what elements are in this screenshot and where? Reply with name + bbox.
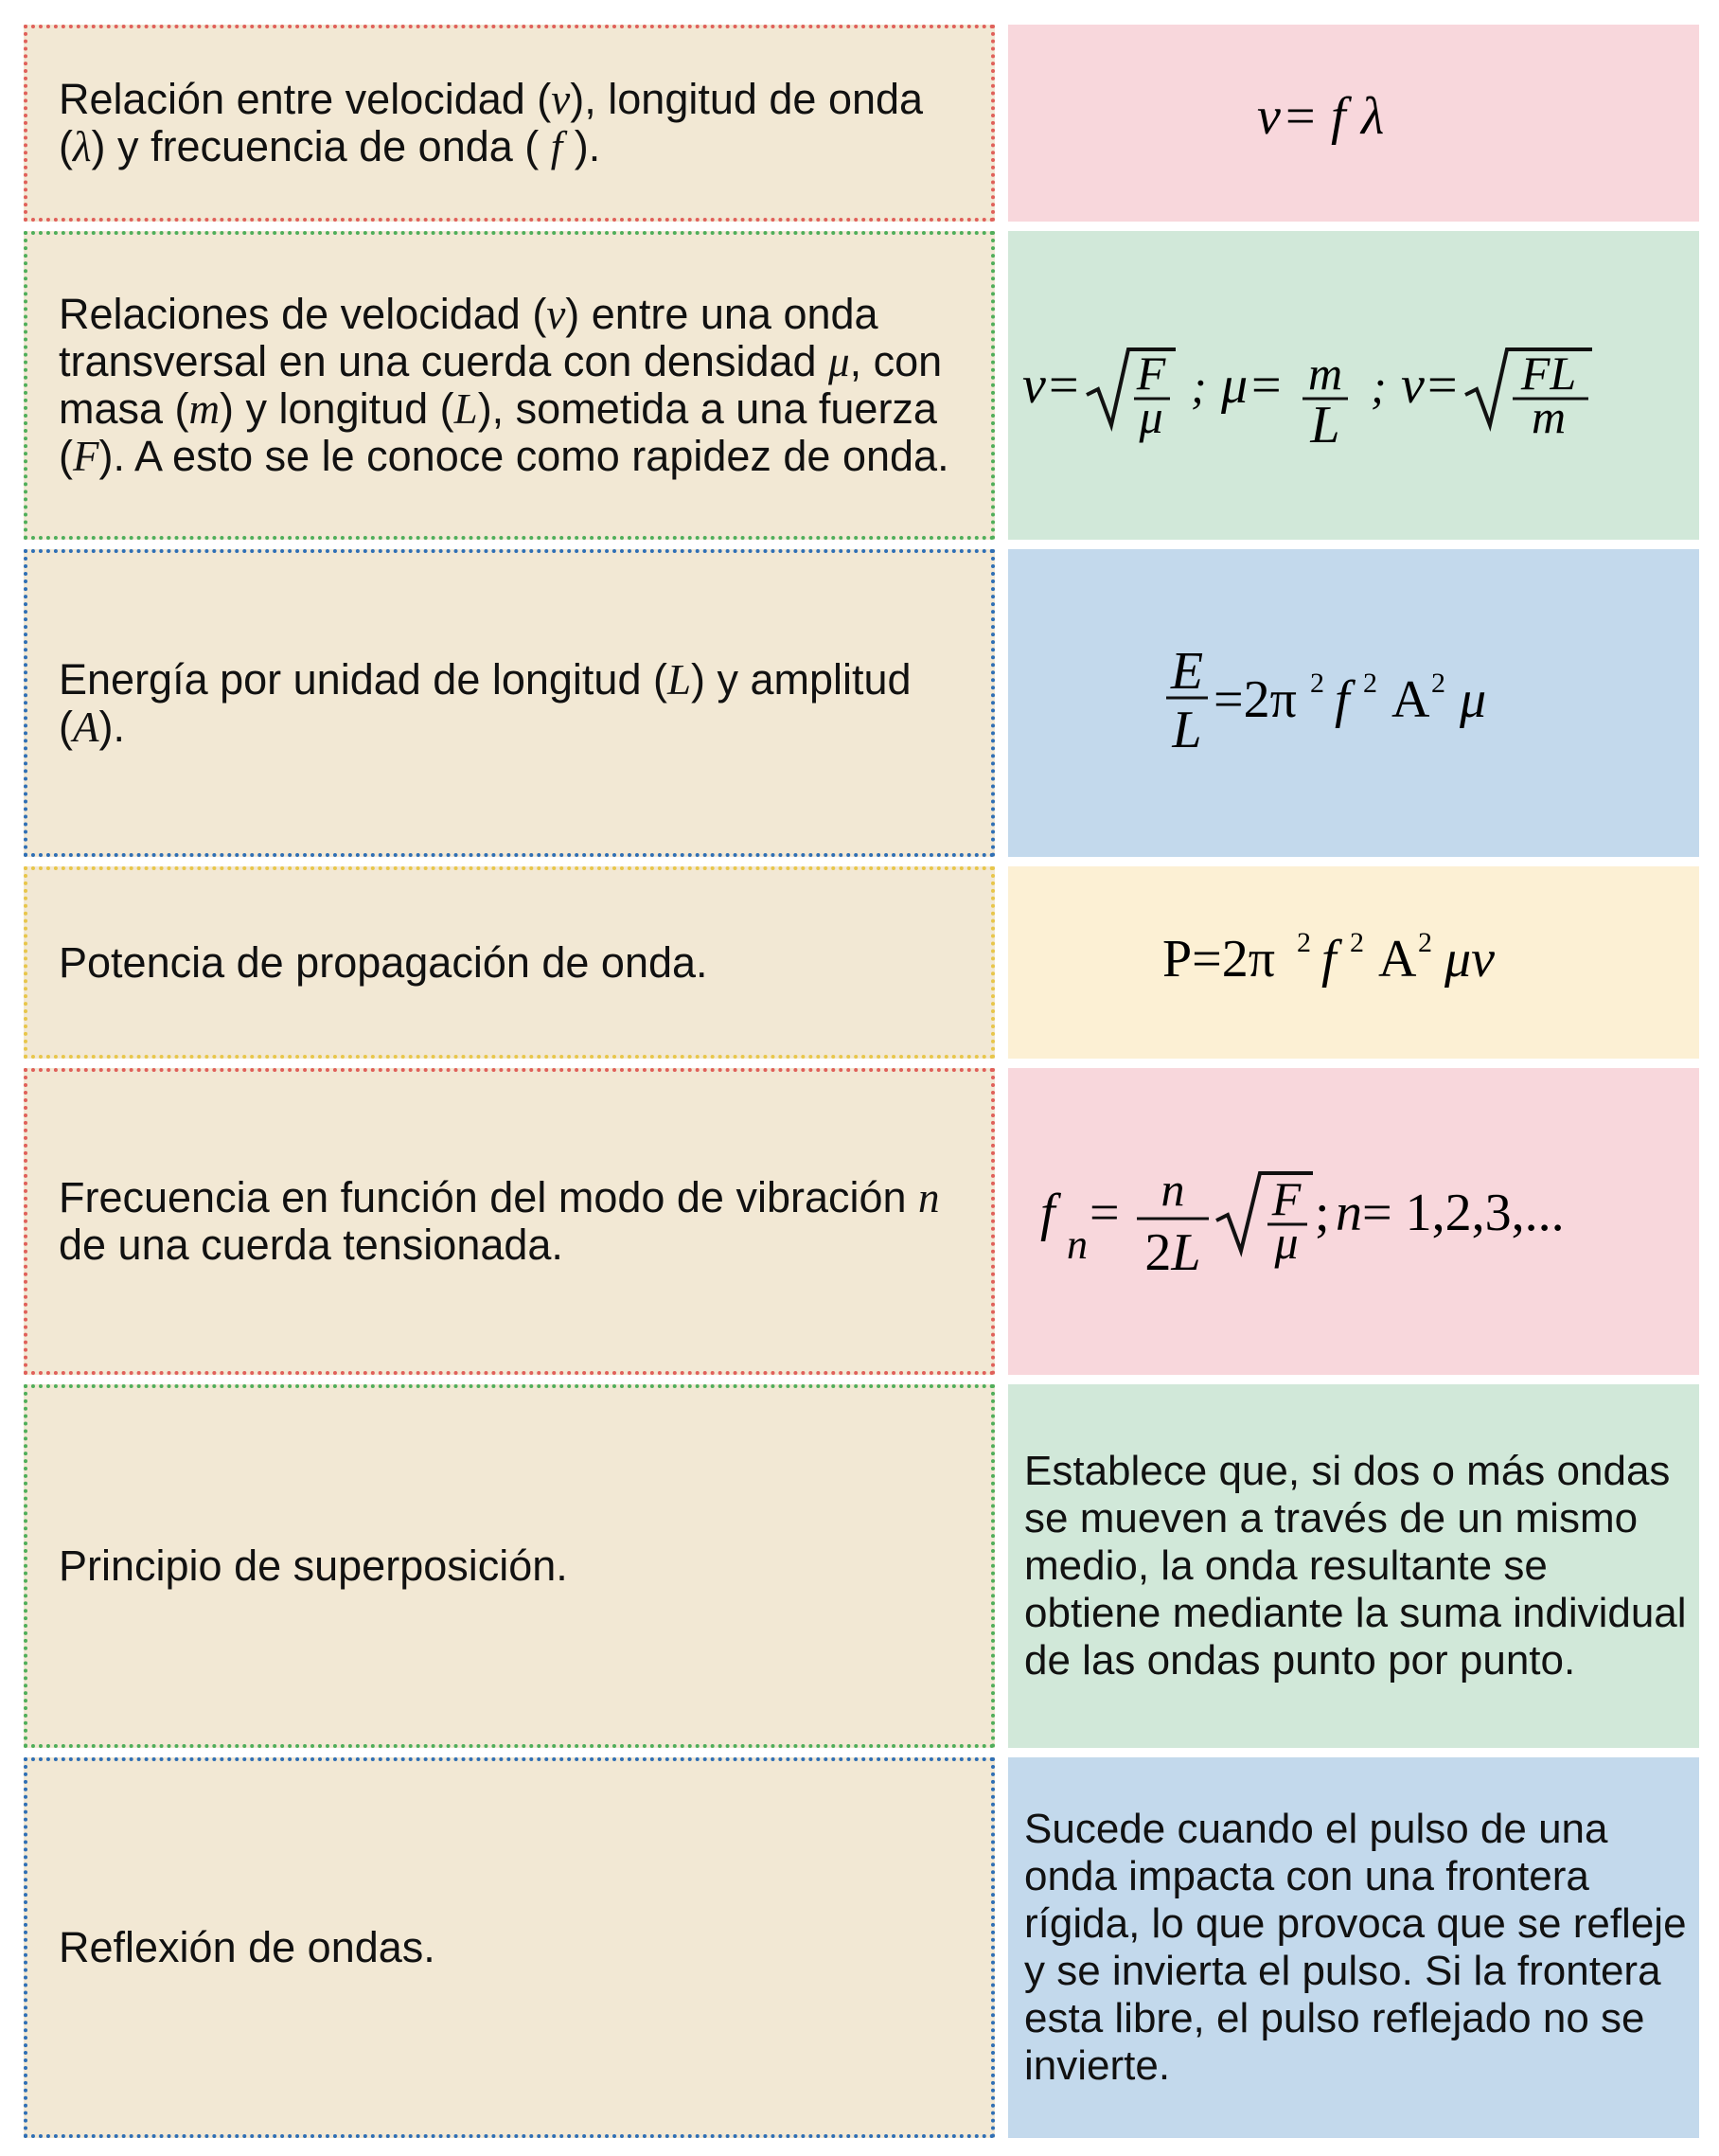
- svg-text:= 1,2,3,...: = 1,2,3,...: [1362, 1184, 1565, 1242]
- description-cell: [1008, 1384, 1699, 1748]
- svg-text:L: L: [1172, 700, 1202, 759]
- svg-text:n: n: [1336, 1184, 1362, 1242]
- svg-text:f: f: [1321, 929, 1337, 989]
- formula: [1155, 914, 1552, 1012]
- formula: [1155, 626, 1552, 781]
- svg-text:2: 2: [1297, 926, 1311, 958]
- svg-text:f: f: [1335, 669, 1350, 729]
- formula-cell: [1008, 549, 1699, 857]
- formula-velocity-frequency: [1249, 79, 1458, 154]
- svg-text:n: n: [1161, 1163, 1185, 1216]
- svg-text:E: E: [1170, 641, 1204, 701]
- svg-text:λ: λ: [1361, 87, 1385, 146]
- svg-text:μ: μ: [1460, 669, 1487, 729]
- formula-cell: [1008, 866, 1699, 1059]
- svg-text:2: 2: [1350, 926, 1364, 958]
- svg-text:=: =: [1427, 356, 1458, 415]
- table-row: [24, 1384, 1699, 1748]
- description-text: Sucede cuando el pulso de una onda impacta con una frontera rígida, lo que provoca que se refleje y se invierta el pulso. Si la frontera esta libre, el pulso reflejado no se invierte.: [1024, 1806, 1687, 2089]
- formula: [1013, 308, 1694, 463]
- svg-text:F: F: [1136, 347, 1166, 400]
- concept-text: Energía por unidad de longitud (L) y amplitud (A).: [59, 654, 912, 751]
- svg-text:=: =: [1285, 87, 1316, 146]
- svg-text:2: 2: [1310, 667, 1324, 699]
- formula-power: [1155, 914, 1552, 999]
- table-row: [24, 25, 1699, 222]
- svg-text:f: f: [1040, 1184, 1055, 1242]
- concept-cell: [24, 231, 995, 540]
- formula-cell: [1008, 25, 1699, 222]
- table-row: [24, 1068, 1699, 1375]
- concept-text: Relaciones de velocidad (v) entre una onda transversal en una cuerda con densidad μ, con masa (m) y longitud (L), sometida a una fuerza (F). A esto se le conoce como rapidez de onda.: [59, 290, 949, 480]
- formula-energy-per-length: [1155, 626, 1552, 768]
- svg-text:FL: FL: [1520, 347, 1577, 400]
- svg-text:;: ;: [1191, 360, 1207, 413]
- svg-text:μ: μ: [1221, 356, 1249, 415]
- formula-cell: [1008, 231, 1699, 540]
- svg-text:F: F: [1271, 1172, 1302, 1225]
- svg-text:n: n: [1067, 1221, 1088, 1268]
- svg-text:=: =: [1049, 356, 1079, 415]
- svg-text:v: v: [1022, 356, 1046, 415]
- concept-text: Frecuencia en función del modo de vibración n de una cuerda tensionada.: [59, 1173, 940, 1269]
- svg-text:2: 2: [1418, 926, 1432, 958]
- svg-text:;: ;: [1371, 360, 1387, 413]
- description-cell: [1008, 1757, 1699, 2138]
- svg-text:A: A: [1391, 669, 1430, 729]
- svg-text:f: f: [1331, 87, 1346, 146]
- concept-cell: [24, 1384, 995, 1748]
- table-row: [24, 231, 1699, 540]
- svg-text:=2π: =2π: [1214, 669, 1297, 729]
- svg-text:2L: 2L: [1144, 1223, 1201, 1282]
- concept-cell: [24, 1068, 995, 1375]
- svg-text:P=2π: P=2π: [1162, 929, 1275, 989]
- formula: [1249, 79, 1458, 168]
- formula: [1027, 1139, 1680, 1304]
- concept-cell: [24, 549, 995, 857]
- formula-string-modes: [1027, 1139, 1680, 1291]
- table-row: [24, 866, 1699, 1059]
- formula-string-velocity: [1013, 308, 1694, 450]
- svg-text:L: L: [1310, 396, 1340, 450]
- concept-text: Principio de superposición.: [59, 1541, 568, 1590]
- svg-text:v: v: [1401, 356, 1425, 415]
- svg-text:μv: μv: [1444, 929, 1495, 989]
- concept-cell: [24, 1757, 995, 2138]
- svg-text:m: m: [1531, 390, 1567, 443]
- concept-text: Reflexión de ondas.: [59, 1923, 435, 1971]
- table-row: [24, 1757, 1699, 2138]
- concept-text: Potencia de propagación de onda.: [59, 937, 708, 987]
- svg-text:A: A: [1378, 929, 1417, 989]
- formula-cell: [1008, 1068, 1699, 1375]
- svg-text:=: =: [1090, 1184, 1120, 1242]
- concept-cell: [24, 866, 995, 1059]
- table-row: [24, 549, 1699, 857]
- description-text: Establece que, si dos o más ondas se mueven a través de un mismo medio, la onda resultante se obtiene mediante la suma individual de las ondas punto por punto.: [1024, 1448, 1687, 1684]
- concept-cell: [24, 25, 995, 222]
- svg-text:μ: μ: [1274, 1216, 1299, 1269]
- svg-text:μ: μ: [1139, 390, 1163, 443]
- svg-text:;: ;: [1315, 1184, 1330, 1242]
- svg-text:2: 2: [1363, 667, 1377, 699]
- svg-text:v: v: [1257, 87, 1281, 146]
- svg-text:2: 2: [1431, 667, 1445, 699]
- concept-text: Relación entre velocidad (v), longitud de onda (λ) y frecuencia de onda ( f ).: [59, 75, 924, 170]
- svg-text:m: m: [1307, 347, 1343, 400]
- svg-text:=: =: [1251, 356, 1282, 415]
